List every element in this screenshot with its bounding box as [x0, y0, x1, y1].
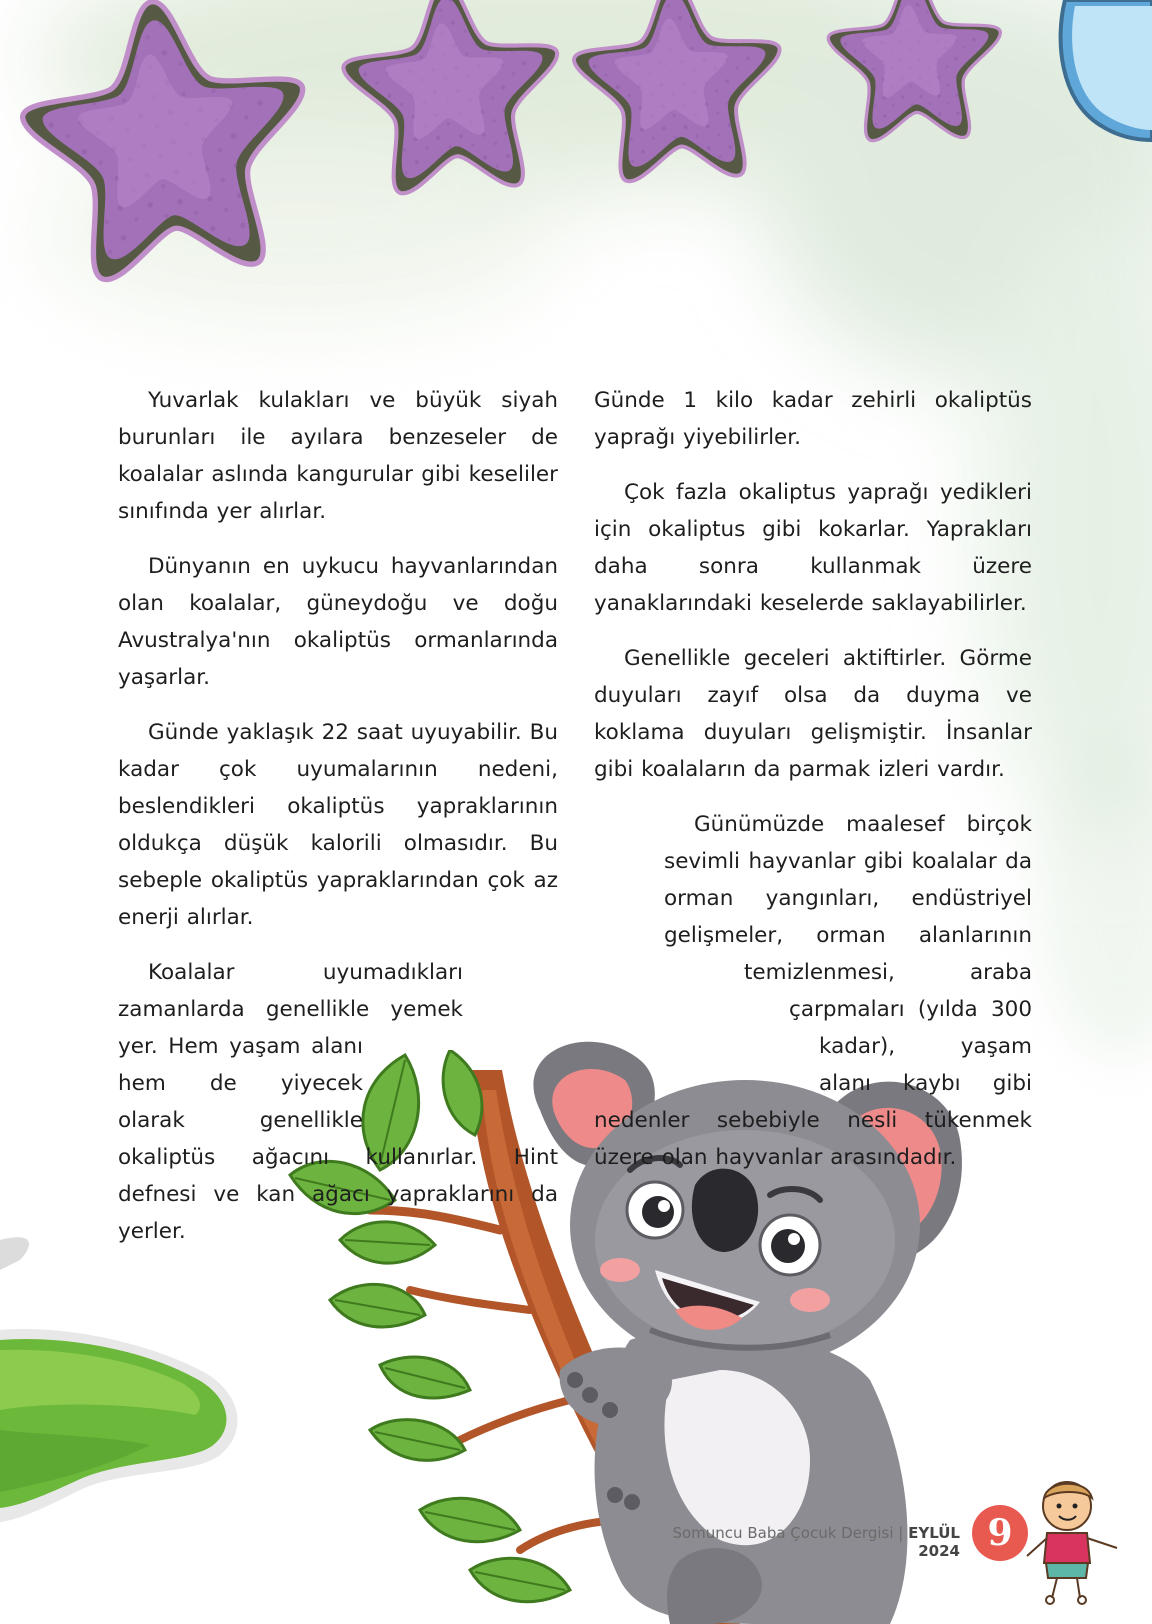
- issue-date: EYLÜL 2024: [908, 1524, 960, 1560]
- article-column-left: [118, 382, 558, 1268]
- star-icon: [338, 0, 566, 197]
- page-number: 9: [972, 1505, 1028, 1561]
- paragraph: Yuvarlak kulakları ve büyük siyah burunları ile ayılara benzeseler de koalalar aslında kangurular gibi keseliler sınıfında yer alırlar.: [118, 388, 558, 524]
- star-icon: [570, 0, 786, 184]
- paragraph: Genellikle geceleri aktiftirler. Görme duyuları zayıf olsa da duyma ve koklama duyuları gelişmiştir. İnsanlar gibi koalaların da parmak izleri vardır.: [594, 646, 1032, 782]
- article-column-right: [594, 382, 1032, 1194]
- page-footer: [650, 1524, 960, 1560]
- stars-decoration: [0, 0, 1152, 300]
- paragraph: Günde yaklaşık 22 saat uyuyabilir. Bu kadar çok uyumalarının nedeni, beslendikleri okaliptüs yapraklarının oldukça düşük kalorili olmasıdır. Bu sebeple okaliptüs yapraklarından çok az enerji alırlar.: [118, 720, 558, 930]
- paragraph: Günümüzde maalesef birçok sevimli hayvanlar gibi koalalar da orman yangınları, endüstriyel gelişmeler, orman alanlarının temizlenmesi, araba çarpmaları (yılda 300 kadar), yaşam alanı kaybı gibi nedenler sebebiyle nesli tükenmek üzere olan hayvanlar arasındadır.: [594, 812, 1032, 1170]
- green-hill-decoration: [0, 1230, 260, 1550]
- star-icon: [826, 0, 1004, 142]
- magazine-name: Somuncu Baba Çocuk Dergisi |: [672, 1524, 904, 1542]
- paragraph: Çok fazla okaliptus yaprağı yedikleri için okaliptus gibi kokarlar. Yaprakları daha sonra kullanmak üzere yanaklarındaki keselerde saklayabilirler.: [594, 480, 1032, 616]
- star-icon: [12, 0, 320, 286]
- blue-frame-decoration: [1061, 0, 1152, 140]
- paragraph: Günde 1 kilo kadar zehirli okaliptüs yaprağı yiyebilirler.: [594, 388, 1032, 450]
- boy-mascot-icon: [1022, 1478, 1127, 1608]
- paragraph: Dünyanın en uykucu hayvanlarından olan koalalar, güneydoğu ve doğu Avustralya'nın okaliptüs ormanlarında yaşarlar.: [118, 554, 558, 690]
- paragraph: Koalalar uyumadıkları zamanlarda genellikle yemek yer. Hem yaşam alanı hem de yiyecek olarak genellikle okaliptüs ağacını kullanırlar. Hint defnesi ve kan ağacı yapraklarını da yerler.: [118, 960, 558, 1244]
